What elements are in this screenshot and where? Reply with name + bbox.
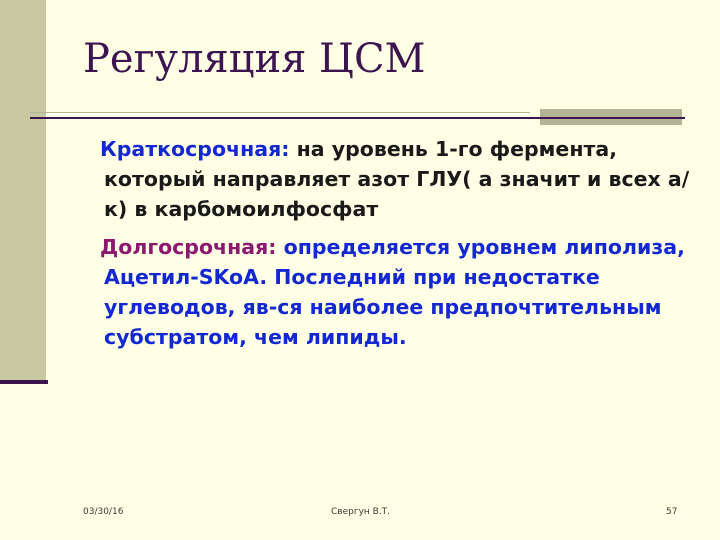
short-term-text: на уровень 1-го фермента, который направляет азот ГЛУ( а значит и всех а/к) в карбомоилфосфат xyxy=(104,137,690,221)
side-decor-line xyxy=(0,380,48,384)
short-term-label: Краткосрочная: xyxy=(100,137,290,161)
side-decor-bar xyxy=(0,0,46,380)
slide-title: Регуляция ЦСМ xyxy=(83,36,426,82)
footer-date: 03/30/16 xyxy=(83,507,124,517)
title-underline xyxy=(30,117,685,119)
footer-author: Свергун В.Т. xyxy=(331,507,391,517)
footer-page-number: 57 xyxy=(666,507,678,517)
long-term-label: Долгосрочная: xyxy=(100,235,277,259)
paragraph-short-term xyxy=(100,134,694,224)
slide-body xyxy=(100,134,694,352)
title-underline-grey xyxy=(30,112,530,113)
paragraph-long-term xyxy=(100,232,694,352)
long-term-text: определяется уровнем липолиза, Ацетил-SKoA. Последний при недостатке углеводов, яв-ся наиболее предпочтительным субстратом, чем липиды. xyxy=(104,235,685,349)
